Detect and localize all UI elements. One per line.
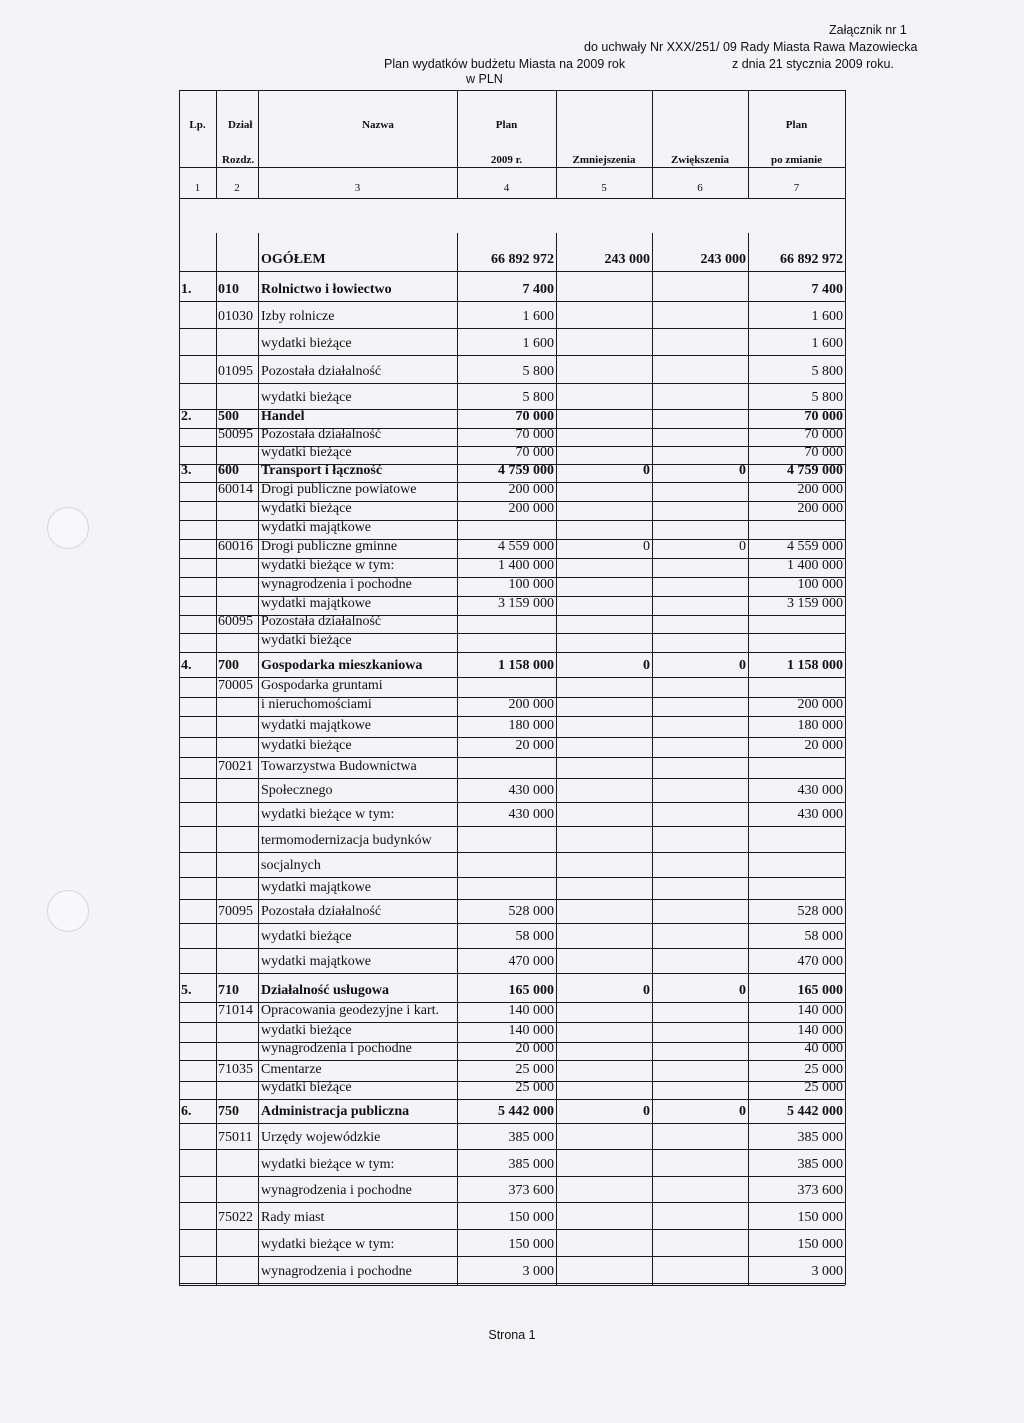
row-name: wydatki bieżące w tym: (261, 1237, 395, 1252)
row-rule (179, 757, 845, 758)
row-rule (179, 1099, 845, 1100)
row-plan-after: 7 400 (811, 282, 843, 297)
col-header-nazwa: Nazwa (362, 119, 394, 131)
row-plan-after: 66 892 972 (780, 252, 843, 267)
header-bottom-rule (179, 167, 845, 168)
row-name: wynagrodzenia i pochodne (261, 1264, 412, 1279)
row-name: wydatki majątkowe (261, 880, 372, 895)
row-name: socjalnych (261, 858, 321, 873)
row-plan: 5 442 000 (498, 1104, 554, 1119)
header-column-rule-2 (258, 90, 259, 198)
row-name: OGÓŁEM (261, 252, 326, 267)
header-top-rule (179, 90, 845, 91)
row-lp: 1. (181, 282, 192, 297)
row-rule (179, 852, 845, 853)
row-plan: 25 000 (515, 1080, 554, 1095)
row-plan: 165 000 (508, 983, 554, 998)
row-rule (179, 271, 845, 272)
row-plan: 150 000 (508, 1210, 554, 1225)
row-name: Pozostała działalność (261, 427, 382, 442)
row-plan: 7 400 (522, 282, 554, 297)
row-plan: 20 000 (515, 738, 554, 753)
row-code: 70021 (218, 759, 253, 774)
row-lp: 3. (181, 463, 192, 478)
row-plan-after: 3 159 000 (787, 596, 843, 611)
row-name: Izby rolnicze (261, 309, 335, 324)
row-code: 75011 (218, 1130, 253, 1145)
row-code: 750 (218, 1104, 239, 1119)
row-code: 600 (218, 463, 239, 478)
row-plan: 528 000 (508, 904, 554, 919)
row-plan: 200 000 (508, 501, 554, 516)
row-plan-after: 5 800 (811, 390, 843, 405)
row-increase: 0 (739, 983, 746, 998)
column-number: 1 (194, 182, 201, 194)
row-name: Towarzystwa Budownictwa (261, 759, 417, 774)
row-name: wydatki bieżące (261, 1080, 352, 1095)
row-plan-after: 165 000 (797, 983, 843, 998)
table-bottom-rule (179, 1285, 845, 1286)
row-plan: 3 159 000 (498, 596, 554, 611)
row-rule (179, 948, 845, 949)
col-header-plan-after: Plan (785, 119, 808, 131)
row-decrease: 0 (643, 1104, 650, 1119)
body-column-rule-0 (216, 233, 217, 1285)
row-name: wynagrodzenia i pochodne (261, 577, 412, 592)
row-plan: 70 000 (515, 445, 554, 460)
row-plan-after: 100 000 (797, 577, 843, 592)
row-plan-after: 4 759 000 (787, 463, 843, 478)
row-name: wydatki bieżące (261, 738, 352, 753)
header-column-rule-1 (216, 90, 217, 198)
row-name: Działalność usługowa (261, 983, 389, 998)
row-plan: 180 000 (508, 718, 554, 733)
row-plan-after: 70 000 (804, 445, 843, 460)
row-rule (179, 877, 845, 878)
row-plan: 25 000 (515, 1062, 554, 1077)
row-code: 70095 (218, 904, 253, 919)
row-name: Opracowania geodezyjne i kart. (261, 1003, 440, 1018)
row-name: Urzędy wojewódzkie (261, 1130, 381, 1145)
row-code: 500 (218, 409, 239, 424)
row-plan-after: 385 000 (797, 1130, 843, 1145)
column-number: 7 (793, 182, 800, 194)
row-plan-after: 373 600 (797, 1183, 843, 1198)
currency-label: w PLN (466, 72, 503, 86)
row-decrease: 0 (643, 539, 650, 554)
row-decrease: 0 (643, 983, 650, 998)
row-code: 75022 (218, 1210, 253, 1225)
row-name: Pozostała działalność (261, 614, 382, 629)
row-name: wydatki bieżące w tym: (261, 807, 395, 822)
row-plan-after: 5 442 000 (787, 1104, 843, 1119)
resolution-date: z dnia 21 stycznia 2009 roku. (732, 57, 894, 71)
body-column-rule-3 (556, 233, 557, 1285)
body-column-rule-5 (748, 233, 749, 1285)
row-plan: 1 600 (522, 309, 554, 324)
table-left-border (179, 198, 180, 1285)
row-plan-after: 528 000 (797, 904, 843, 919)
row-plan: 430 000 (508, 783, 554, 798)
row-increase: 0 (739, 463, 746, 478)
row-rule (179, 1256, 845, 1257)
row-name: wydatki bieżące (261, 390, 352, 405)
header-column-rule-3 (457, 90, 458, 198)
row-plan-after: 3 000 (811, 1264, 843, 1279)
row-increase: 0 (739, 1104, 746, 1119)
col-header-zmniejszenia: Zmniejszenia (572, 154, 636, 166)
row-lp: 5. (181, 983, 192, 998)
column-number-rule (179, 198, 845, 199)
row-increase: 0 (739, 658, 746, 673)
row-rule (179, 716, 845, 717)
page-number: Strona 1 (488, 1328, 536, 1342)
row-name: wydatki bieżące (261, 445, 352, 460)
row-rule (179, 652, 845, 653)
annex-label: Załącznik nr 1 (829, 23, 907, 37)
column-number: 6 (697, 182, 703, 194)
row-plan-after: 180 000 (797, 718, 843, 733)
header-column-rule-7 (845, 90, 846, 198)
col-header-zwiekszenia: Zwiększenia (670, 154, 730, 166)
row-name: wynagrodzenia i pochodne (261, 1041, 412, 1056)
row-name: wydatki bieżące (261, 929, 352, 944)
row-increase: 0 (739, 539, 746, 554)
row-name: Pozostała działalność (261, 364, 382, 379)
row-name: Drogi publiczne powiatowe (261, 482, 417, 497)
row-code: 010 (218, 282, 239, 297)
row-plan-after: 200 000 (797, 482, 843, 497)
column-number: 2 (234, 182, 240, 194)
row-plan-after: 150 000 (797, 1210, 843, 1225)
column-number: 4 (503, 182, 510, 194)
row-plan-after: 1 600 (811, 336, 843, 351)
row-name: Pozostała działalność (261, 904, 382, 919)
row-decrease: 0 (643, 463, 650, 478)
header-column-rule-5 (652, 90, 653, 198)
row-plan: 140 000 (508, 1023, 554, 1038)
row-plan-after: 140 000 (797, 1003, 843, 1018)
row-plan: 66 892 972 (491, 252, 554, 267)
row-plan-after: 385 000 (797, 1157, 843, 1172)
row-plan: 4 759 000 (498, 463, 554, 478)
row-plan-after: 430 000 (797, 783, 843, 798)
row-name: Drogi publiczne gminne (261, 539, 398, 554)
row-name: i nieruchomościami (261, 697, 372, 712)
row-rule (179, 1229, 845, 1230)
row-code: 700 (218, 658, 239, 673)
row-plan: 5 800 (522, 390, 554, 405)
col-header-lp: Lp. (189, 119, 206, 131)
body-column-rule-1 (258, 233, 259, 1285)
row-plan: 470 000 (508, 954, 554, 969)
row-plan: 1 158 000 (498, 658, 554, 673)
row-code: 71014 (218, 1003, 253, 1018)
col-header-plan-after-2: po zmianie (770, 154, 823, 166)
row-plan-after: 1 158 000 (787, 658, 843, 673)
row-code: 710 (218, 983, 239, 998)
row-plan: 1 400 000 (498, 558, 554, 573)
row-rule (179, 1123, 845, 1124)
row-rule (179, 973, 845, 974)
row-name: wydatki bieżące (261, 1023, 352, 1038)
body-column-rule-4 (652, 233, 653, 1285)
row-name: wynagrodzenia i pochodne (261, 1183, 412, 1198)
row-name: wydatki bieżące (261, 336, 352, 351)
row-name: Administracja publiczna (261, 1104, 410, 1119)
row-plan: 150 000 (508, 1237, 554, 1252)
row-name: Rolnictwo i łowiectwo (261, 282, 392, 297)
row-name: wydatki majątkowe (261, 520, 372, 535)
header-column-rule-4 (556, 90, 557, 198)
document-title: Plan wydatków budżetu Miasta na 2009 rok (384, 57, 626, 71)
row-plan-after: 1 400 000 (787, 558, 843, 573)
row-plan-after: 430 000 (797, 807, 843, 822)
header-column-rule-0 (179, 90, 180, 198)
row-rule (179, 899, 845, 900)
row-plan: 385 000 (508, 1130, 554, 1145)
row-plan: 200 000 (508, 697, 554, 712)
row-lp: 2. (181, 409, 192, 424)
row-increase: 243 000 (700, 252, 746, 267)
row-plan-after: 150 000 (797, 1237, 843, 1252)
row-plan: 70 000 (515, 409, 554, 424)
row-rule (179, 1060, 845, 1061)
row-plan-after: 200 000 (797, 697, 843, 712)
table-right-border (845, 198, 846, 1285)
row-plan-after: 70 000 (804, 427, 843, 442)
row-code: 70005 (218, 678, 253, 693)
row-name: Handel (261, 409, 305, 424)
row-rule (179, 1202, 845, 1203)
row-rule (179, 802, 845, 803)
row-plan-after: 25 000 (804, 1080, 843, 1095)
row-plan: 100 000 (508, 577, 554, 592)
row-rule (179, 1283, 845, 1284)
row-rule (179, 383, 845, 384)
row-code: 01095 (218, 364, 253, 379)
row-name: Cmentarze (261, 1062, 322, 1077)
row-name: wydatki bieżące w tym: (261, 1157, 395, 1172)
col-header-plan-year: 2009 r. (490, 154, 523, 166)
resolution-label: do uchwały Nr XXX/251/ 09 Rady Miasta Rawa Mazowiecka (584, 40, 918, 54)
row-rule (179, 826, 845, 827)
row-name: wydatki bieżące (261, 633, 352, 648)
row-plan-after: 20 000 (804, 738, 843, 753)
row-plan-after: 58 000 (804, 929, 843, 944)
row-name: Gospodarka gruntami (261, 678, 383, 693)
row-name: Transport i łączność (261, 463, 383, 478)
row-name: wydatki majątkowe (261, 954, 372, 969)
row-rule (179, 1149, 845, 1150)
row-rule (179, 328, 845, 329)
header-column-rule-6 (748, 90, 749, 198)
row-name: wydatki bieżące w tym: (261, 558, 395, 573)
row-rule (179, 301, 845, 302)
row-plan-after: 200 000 (797, 501, 843, 516)
row-name: Gospodarka mieszkaniowa (261, 658, 423, 673)
column-number: 5 (601, 182, 607, 194)
row-decrease: 243 000 (604, 252, 650, 267)
row-plan-after: 40 000 (804, 1041, 843, 1056)
row-name: termomodernizacja budynków (261, 833, 432, 848)
row-name: wydatki majątkowe (261, 596, 372, 611)
row-code: 50095 (218, 427, 253, 442)
row-plan: 430 000 (508, 807, 554, 822)
row-plan: 5 800 (522, 364, 554, 379)
row-name: Rady miast (261, 1210, 325, 1225)
row-code: 60016 (218, 539, 253, 554)
col-header-plan: Plan (495, 119, 518, 131)
row-name: wydatki majątkowe (261, 718, 372, 733)
column-number: 3 (354, 182, 361, 194)
row-code: 60014 (218, 482, 253, 497)
row-plan: 373 600 (508, 1183, 554, 1198)
body-column-rule-2 (457, 233, 458, 1285)
row-decrease: 0 (643, 658, 650, 673)
row-plan: 4 559 000 (498, 539, 554, 554)
row-plan: 140 000 (508, 1003, 554, 1018)
row-plan: 1 600 (522, 336, 554, 351)
row-lp: 4. (181, 658, 192, 673)
col-header-dzial: Dział (228, 119, 253, 131)
row-code: 71035 (218, 1062, 253, 1077)
row-plan: 385 000 (508, 1157, 554, 1172)
row-plan-after: 140 000 (797, 1023, 843, 1038)
row-plan-after: 25 000 (804, 1062, 843, 1077)
row-plan-after: 5 800 (811, 364, 843, 379)
row-plan: 70 000 (515, 427, 554, 442)
col-header-rozdz: Rozdz. (222, 154, 255, 166)
row-rule (179, 1176, 845, 1177)
row-code: 01030 (218, 309, 253, 324)
row-plan-after: 470 000 (797, 954, 843, 969)
row-lp: 6. (181, 1104, 192, 1119)
row-rule (179, 923, 845, 924)
row-plan: 200 000 (508, 482, 554, 497)
row-plan-after: 1 600 (811, 309, 843, 324)
row-name: Społecznego (261, 783, 333, 798)
row-plan: 3 000 (522, 1264, 554, 1279)
row-plan-after: 70 000 (804, 409, 843, 424)
row-rule (179, 778, 845, 779)
row-name: wydatki bieżące (261, 501, 352, 516)
row-plan-after: 4 559 000 (787, 539, 843, 554)
row-plan: 20 000 (515, 1041, 554, 1056)
row-code: 60095 (218, 614, 253, 629)
row-rule (179, 355, 845, 356)
row-plan: 58 000 (515, 929, 554, 944)
